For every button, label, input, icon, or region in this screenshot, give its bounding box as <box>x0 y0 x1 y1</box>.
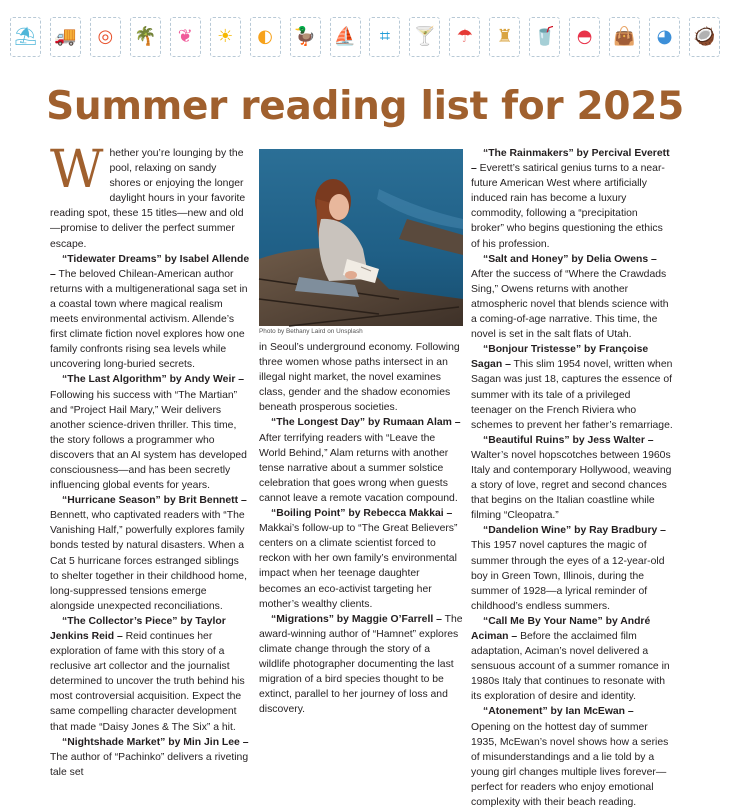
book-entry <box>50 614 250 735</box>
toy-truck-icon: 🚚 <box>50 17 81 57</box>
citrus-slice-icon: ◐ <box>250 17 281 57</box>
life-ring-icon: ◎ <box>90 17 121 57</box>
book-description: The award-winning author of “Hamnet” explores climate change through the story of a wildlife photographer documenting the last migration of a bird species thought to be extinct, parallel to her journey of loss and discovery. <box>259 613 463 716</box>
cocktail-icon: 🍸 <box>409 17 440 57</box>
intro-paragraph <box>50 140 250 252</box>
book-entry <box>50 735 250 780</box>
book-description: Bennett, who captivated readers with “The Vanishing Half,” powerfully explores family bonds tested by natural disasters. When a Cat 5 hurricane forces estranged siblings to shelter together in their childhood home, long-suppressed tensions emerge alongside unexpected reconciliations. <box>50 510 247 612</box>
book-entry <box>471 342 673 433</box>
book-description: Before the acclaimed film adaptation, Aciman’s novel delivered a sensuous account of a summer romance in 1980s Italy that continues to resonate with its exploration of desire and identity. <box>471 631 670 703</box>
article-column-2 <box>259 340 463 717</box>
book-entry <box>471 704 673 810</box>
book-description: This 1957 novel captures the magic of summer through the eyes of a 12-year-old boy in Green Town, Illinois, during the summer of 1928—a lyrical reminder of childhood’s endless summers. <box>471 540 665 612</box>
book-title: “Atonement” by Ian McEwan – <box>483 706 634 718</box>
woman-reading-on-dock-image <box>259 149 463 326</box>
book-entry <box>50 252 250 373</box>
sun-icon: ☀ <box>210 17 241 57</box>
book-description: Opening on the hottest day of summer 1935, McEwan’s novel shows how a series of misunderstandings and a lie told by a young girl changes multiple lives forever—perfect for readers who enjoy emotional complexity with their beach reading. <box>471 721 669 809</box>
book-title: “The Collector’s Piece” by Taylor Jenkins Reid – <box>50 615 226 642</box>
drink-cup-icon: 🥤 <box>529 17 560 57</box>
book-description: Everett’s satirical genius turns to a near-future American West where artificially induced rain has become a luxury commodity, following a “precipitation broker” who begins questioning the ethics of his profession. <box>471 163 665 250</box>
article-column-3 <box>471 146 673 810</box>
book-title: “Hurricane Season” by Brit Bennett – <box>62 495 247 507</box>
book-entry <box>471 614 673 705</box>
book-entry <box>50 372 250 493</box>
flamingo-float-icon: ❦ <box>170 17 201 57</box>
reading-photo <box>259 149 463 326</box>
book-description: Reid continues her exploration of fame with this story of a reclusive art collector and the journalist determined to uncover the truth behind his most controversial acquisition. Expect the same compelling character development that made “Daisy Jones & The Six” a hit. <box>50 631 245 733</box>
drop-cap: W <box>50 140 104 200</box>
book-entry <box>259 612 463 718</box>
photo-credit: Photo by Bethany Laird on Unsplash <box>259 328 363 335</box>
beach-umbrella-icon: ☂ <box>449 17 480 57</box>
duck-float-icon: 🦆 <box>290 17 321 57</box>
coconut-drink-icon: 🥥 <box>689 17 720 57</box>
page-title: Summer reading list for 2025 <box>46 84 684 129</box>
book-title: “The Last Algorithm” by Andy Weir – <box>62 374 245 386</box>
book-description: The author of “Pachinko” delivers a riveting tale set <box>50 751 249 778</box>
palm-tree-icon: 🌴 <box>130 17 161 57</box>
book-title: “Migrations” by Maggie O’Farrell – <box>271 613 442 625</box>
book-entry <box>471 523 673 614</box>
book-title: “The Rainmakers” by Percival Everett – <box>471 148 670 175</box>
sandcastle-icon: ♜ <box>489 17 520 57</box>
book-title: “Dandelion Wine” by Ray Bradbury – <box>483 525 666 537</box>
beach-chair-icon: ⛱ <box>10 17 41 57</box>
summer-icon-strip <box>10 14 720 60</box>
book-description: After terrifying readers with “Leave the World Behind,” Alam returns with another tense narrative about a summer solstice celebration that goes wrong when guests cannot leave a remote vacation compound. <box>259 432 458 504</box>
article-column-1 <box>50 140 250 780</box>
book-entry <box>471 252 673 343</box>
book-title: “Bonjour Tristesse” by Françoise Sagan – <box>471 344 649 371</box>
book-description: The beloved Chilean-American author returns with a multigenerational saga set in a coastal town where magical realism meets environmental activism. Allende’s first climate fiction novel explores how one family confronts rising sea levels while uncovering long-buried secrets. <box>50 268 248 371</box>
book-title: “Beautiful Ruins” by Jess Walter – <box>483 434 654 446</box>
continuation-paragraph: in Seoul’s underground economy. Following three women whose paths intersect in an illegal night market, the novel examines class, gender and the shadow economies beneath prosperous societies. <box>259 342 460 414</box>
book-entry <box>471 146 673 252</box>
book-entry <box>259 415 463 506</box>
book-title: “Nightshade Market” by Min Jin Lee – <box>62 736 249 748</box>
book-description: Following his success with “The Martian” and “Project Hail Mary,” Weir delivers another science-driven thriller. This time, the story follows a programmer who discovers that an AI system has developed consciousness—and has been secretly influencing global events for years. <box>50 389 247 492</box>
book-title: “Call Me By Your Name” by André Aciman – <box>471 615 651 642</box>
book-title: “The Longest Day” by Rumaan Alam – <box>271 417 461 429</box>
book-title: “Tidewater Dreams” by Isabel Allende – <box>50 253 250 280</box>
book-entry <box>259 506 463 612</box>
beach-bag-icon: 👜 <box>609 17 640 57</box>
watermelon-icon: ◓ <box>569 17 600 57</box>
book-title: “Boiling Point” by Rebecca Makkai – <box>271 508 453 520</box>
book-description: Makkai’s follow-up to “The Great Believers” centers on a climate scientist forced to reckon with her own family’s environmental impact when her teenage daughter becomes an eco-activist targeting her mother’s wealthy clients. <box>259 523 458 610</box>
book-entry <box>50 493 250 614</box>
intro-text: hether you’re lounging by the pool, relaxing on sandy shores or enjoying the longer daylight hours in your favorite reading spot, these 15 titles—new and old—promise to deliver the perfect summer escape. <box>50 148 246 250</box>
flippers-icon: ⌗ <box>369 17 400 57</box>
book-description: After the success of “Where the Crawdads Sing,” Owens returns with another atmospheric novel that blends science with a coming-of-age narrative. This time, the novel is set in the salt flats of Utah. <box>471 268 669 341</box>
book-entry <box>471 433 673 524</box>
book-description: This slim 1954 novel, written when Sagan was just 18, captures the essence of summer with its tale of a privileged teenager on the French Riviera who schemes to prevent her father’s remarriage. <box>471 359 673 431</box>
sailboat-icon: ⛵ <box>330 17 361 57</box>
book-description: Walter’s novel hopscotches between 1960s Italy and contemporary Hollywood, weaving a story of love, regret and second chances that begins on the Italian coastline while filming “Cleopatra.” <box>471 449 672 522</box>
beach-ball-icon: ◕ <box>649 17 680 57</box>
book-title: “Salt and Honey” by Delia Owens – <box>483 253 657 265</box>
